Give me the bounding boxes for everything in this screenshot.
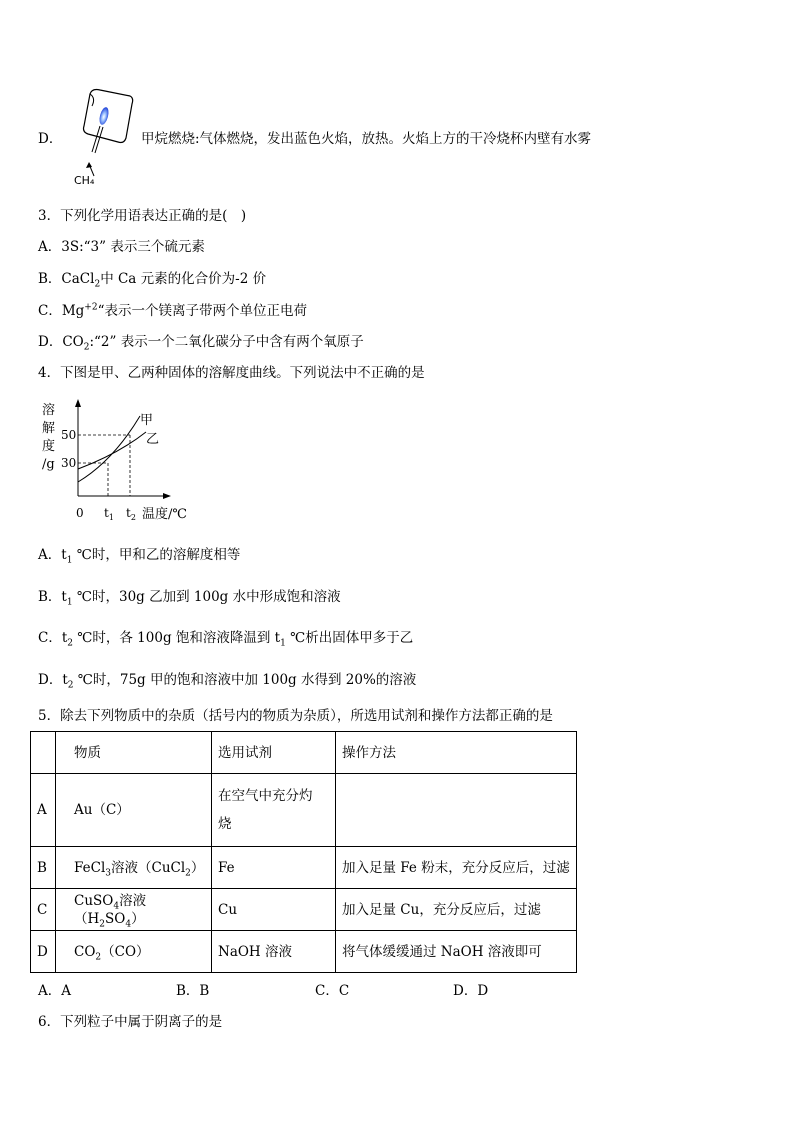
table-row xyxy=(31,774,577,847)
row-substance: $CO_2(CO)$ xyxy=(56,931,212,973)
q4-option-d: D．$t_2$ ℃时，75g 甲的饱和溶液中加 100g 水得到 20%的溶液 xyxy=(38,672,417,691)
row-reagent: Cu xyxy=(212,889,336,931)
y-label-2: 解 xyxy=(42,421,56,436)
header-substance: 物质 xyxy=(56,732,212,774)
q4-option-c: C．$t_2$ ℃时，各 100g 饱和溶液降温到 $t_1$ ℃析出固体甲多于乙 xyxy=(38,630,414,649)
row-method xyxy=(336,774,577,847)
q4-option-a: A．$t_1$ ℃时，甲和乙的溶解度相等 xyxy=(38,547,241,566)
q5-answer-a: A．A xyxy=(38,983,71,999)
y-label-3: 度 xyxy=(42,439,56,454)
row-reagent: Fe xyxy=(212,847,336,889)
row-method: 将气体缓缓通过 NaOH 溶液即可 xyxy=(336,931,577,973)
curve-yi xyxy=(78,432,146,469)
x-axis-label: 温度/℃ xyxy=(142,507,187,522)
y-label-1: 溶 xyxy=(42,403,56,418)
tick-t1: $t_1$ xyxy=(104,506,114,522)
row-substance: CuSO$_4$溶液$(H_2SO_4)$ xyxy=(56,889,212,931)
curve-jia xyxy=(78,416,140,482)
header-reagent: 选用试剂 xyxy=(212,732,336,774)
q3-option-d: D．$CO_2:“2$” 表示一个二氧化碳分子中含有两个氧原子 xyxy=(38,334,364,353)
q3-option-c: C．$Mg^{+2}“$表示一个镁离子带两个单位正电荷 xyxy=(38,302,307,319)
tick-30: 30 xyxy=(61,456,77,470)
row-label: C xyxy=(31,889,56,931)
table-row xyxy=(31,847,577,889)
q5-stem: 5．除去下列物质中的杂质（括号内的物质为杂质），所选用试剂和操作方法都正确的是 xyxy=(38,708,553,724)
row-reagent: NaOH 溶液 xyxy=(212,931,336,973)
q5-answer-c: C．C xyxy=(315,983,350,999)
row-label: A xyxy=(31,774,56,847)
q3-option-b: B．CaCl$_2$中 Ca 元素的化合价为-2 价 xyxy=(38,271,267,290)
q5-answer-b: B．B xyxy=(176,983,210,999)
tick-50: 50 xyxy=(61,428,77,442)
row-label: D xyxy=(31,931,56,973)
series-label-jia: 甲 xyxy=(140,413,154,428)
row-substance: FeCl$_3$溶液（CuCl$_2$） xyxy=(56,847,212,889)
header-method: 操作方法 xyxy=(336,732,577,774)
q3-option-a: A．3S:“3” 表示三个硫元素 xyxy=(38,239,205,255)
table-row xyxy=(31,931,577,973)
solubility-curve-figure xyxy=(38,396,198,526)
q4-option-b: B．$t_1$ ℃时，30g 乙加到 100g 水中形成饱和溶液 xyxy=(38,589,341,608)
row-method: 加入足量 Cu，充分反应后，过滤 xyxy=(336,889,577,931)
q5-table xyxy=(30,731,577,973)
y-label-4: /g xyxy=(42,457,55,472)
q6-stem: 6．下列粒子中属于阴离子的是 xyxy=(38,1014,223,1030)
origin-label: 0 xyxy=(76,506,84,520)
row-reagent: 在空气中充分灼 烧 xyxy=(212,774,336,847)
tick-t2: $t_2$ xyxy=(126,506,136,522)
row-substance: Au（C） xyxy=(56,774,212,847)
header-blank xyxy=(31,732,56,774)
row-method: 加入足量 Fe 粉末，充分反应后，过滤 xyxy=(336,847,577,889)
ch4-label: CH₄ xyxy=(74,174,95,187)
q4-stem: 4．下图是甲、乙两种固体的溶解度曲线。下列说法中不正确的是 xyxy=(38,365,425,381)
table-row xyxy=(31,889,577,931)
q2-option-d-text: 甲烷燃烧:气体燃烧，发出蓝色火焰，放热。火焰上方的干冷烧杯内壁有水雾 xyxy=(141,131,592,147)
row-label: B xyxy=(31,847,56,889)
q3-stem: 3．下列化学用语表达正确的是( ) xyxy=(38,208,247,224)
q2-option-d-label: D． xyxy=(38,131,63,147)
series-label-yi: 乙 xyxy=(146,432,160,447)
q5-answer-d: D．D xyxy=(453,983,489,999)
table-header-row xyxy=(31,732,577,774)
